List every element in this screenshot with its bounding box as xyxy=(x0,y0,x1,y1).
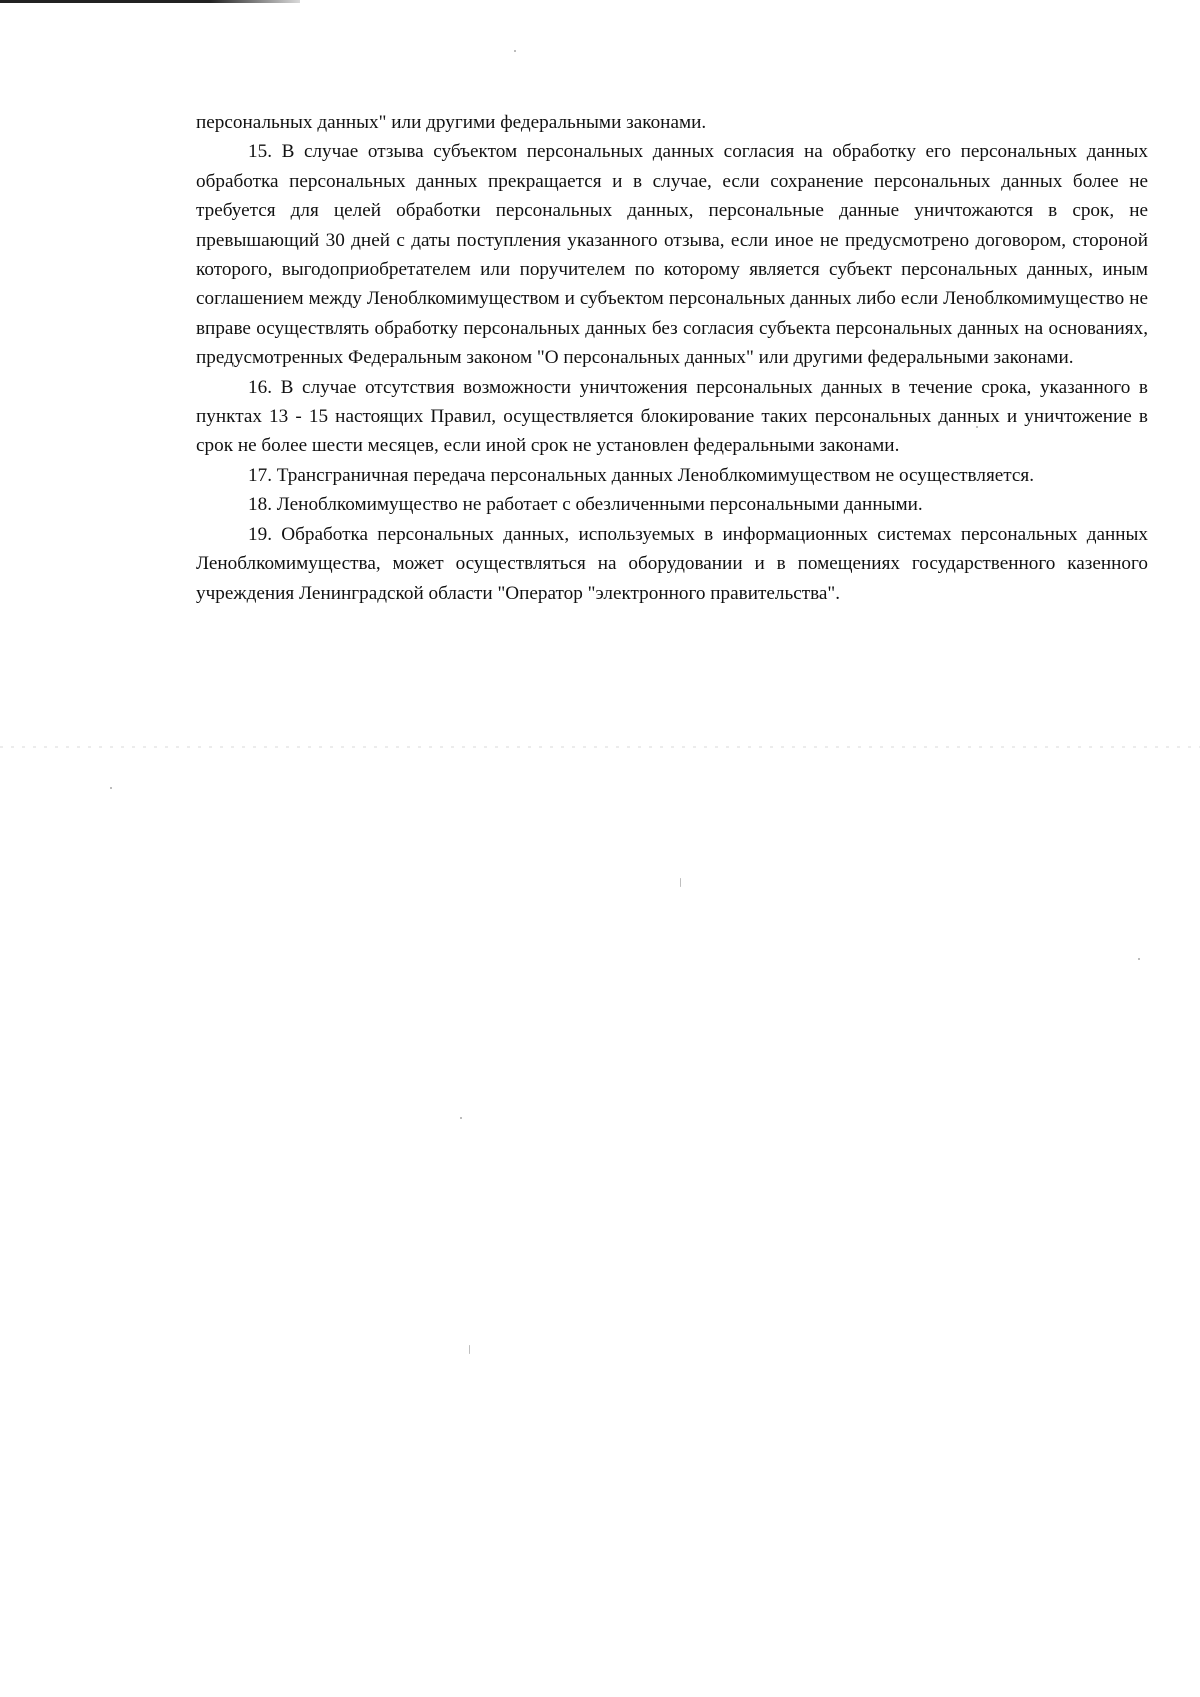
scan-speck xyxy=(976,426,978,428)
scan-speck xyxy=(460,1117,462,1119)
paragraph-16: 16. В случае отсутствия возможности уничтожения персональных данных в течение срока, указанного в пунктах 13 - 15 настоящих Правил, осуществляется блокирование таких персональных данных и уничтожение в срок не более шести месяцев, если иной срок не установлен федеральными законами. xyxy=(196,376,1148,457)
scan-noise-line xyxy=(0,746,1200,748)
scan-speck xyxy=(469,1345,470,1354)
document-body xyxy=(196,108,1148,608)
paragraph-18: 18. Леноблкомимущество не работает с обезличенными персональными данными. xyxy=(248,494,923,516)
paragraph-19: 19. Обработка персональных данных, используемых в информационных системах персональных данных Леноблкомимущества, может осуществляться на оборудовании и в помещениях государственного казенного учреждения Ленинградской области "Оператор "электронного правительства". xyxy=(196,523,1148,604)
paragraph-continuation: персональных данных" или другими федеральными законами. xyxy=(196,112,707,133)
paragraph-15: 15. В случае отзыва субъектом персональных данных согласия на обработку его персональных данных обработка персональных данных прекращается и в случае, если сохранение персональных данных более не требуется для целей обработки персональных данных, персональные данные уничтожаются в срок, не превышающий 30 дней с даты поступления указанного отзыва, если иное не предусмотрено договором, стороной которого, выгодоприобретателем или поручителем по которому является субъект персональных данных, иным соглашением между Леноблкомимуществом и субъектом персональных данных либо если Леноблкомимущество не вправе осуществлять обработку персональных данных без согласия субъекта персональных данных на основаниях, предусмотренных Федеральным законом "О персональных данных" или другими федеральными законами. xyxy=(196,141,1148,369)
scan-speck xyxy=(680,878,681,887)
scan-edge-mark xyxy=(0,0,300,3)
scan-speck xyxy=(110,787,112,789)
paragraph-17: 17. Трансграничная передача персональных данных Леноблкомимуществом не осуществляется. xyxy=(248,464,1035,486)
scan-speck xyxy=(1138,958,1140,960)
scan-speck xyxy=(514,50,516,52)
